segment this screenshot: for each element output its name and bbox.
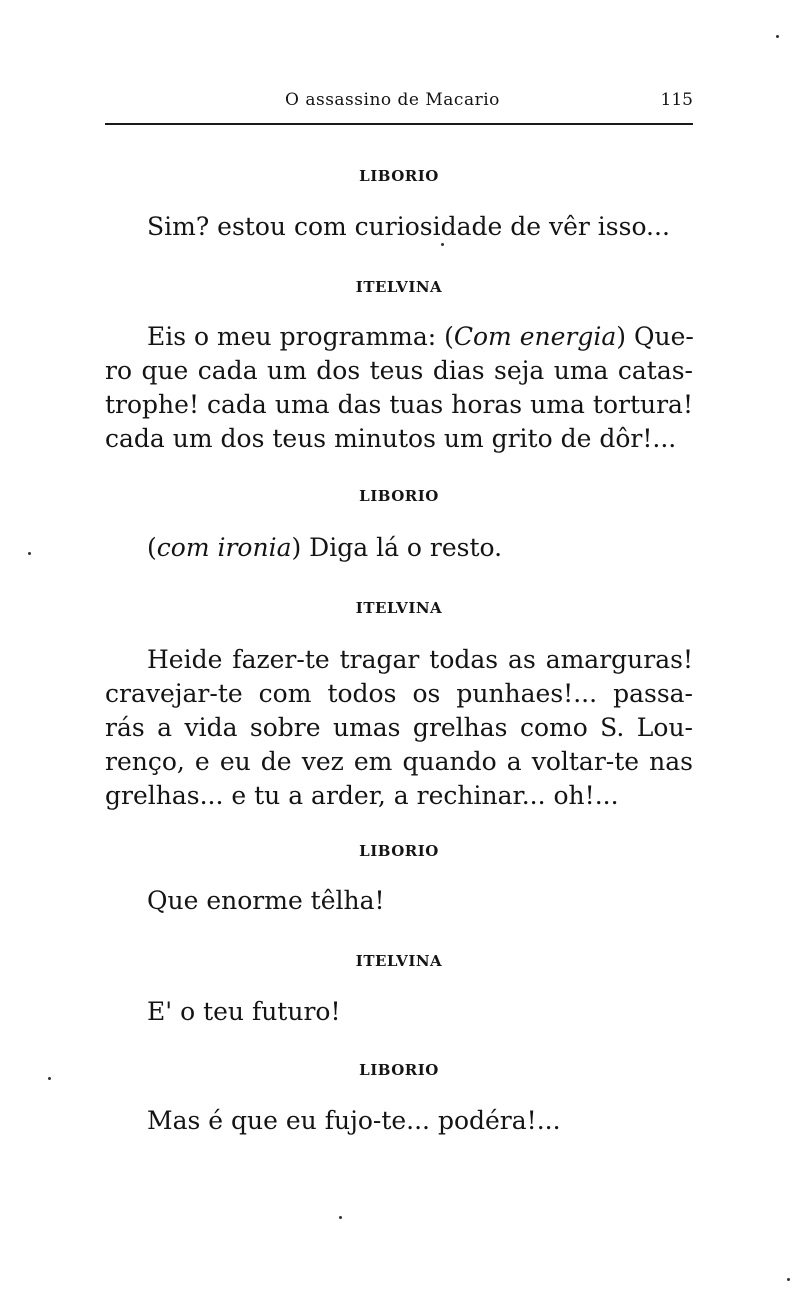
speech-paragraph bbox=[105, 643, 693, 813]
speech-line: grelhas... e tu a arder, a rechinar... oh!... bbox=[105, 781, 619, 810]
scan-speck bbox=[339, 1216, 342, 1219]
speech-line: ro que cada um dos teus dias seja uma catas- bbox=[105, 356, 693, 385]
scan-speck bbox=[441, 243, 444, 246]
speaker-name: ITELVINA bbox=[355, 952, 443, 970]
speech-line: Heide fazer-te tragar todas as amarguras! bbox=[147, 645, 693, 674]
speech-paragraph bbox=[105, 320, 693, 456]
speech-line: trophe! cada uma das tuas horas uma tortura! bbox=[105, 390, 693, 419]
running-title: O assassino de Macario bbox=[285, 90, 500, 110]
speech-line: Que enorme têlha! bbox=[147, 886, 385, 915]
speaker-name: LIBORIO bbox=[359, 1061, 439, 1079]
speech-line: Eis o meu programma: (Com energia) Que- bbox=[147, 322, 694, 351]
speech-line: cada um dos teus minutos um grito de dôr!... bbox=[105, 424, 677, 453]
speaker-name: LIBORIO bbox=[359, 167, 439, 185]
speech-line: (com ironia) Diga lá o resto. bbox=[147, 533, 503, 562]
header-rule bbox=[105, 123, 693, 125]
speaker-name: ITELVINA bbox=[355, 599, 443, 617]
stage-direction: com ironia bbox=[156, 533, 292, 562]
stage-direction: Com energia bbox=[453, 322, 617, 351]
speaker-name: LIBORIO bbox=[359, 487, 439, 505]
speaker-name: ITELVINA bbox=[355, 278, 443, 296]
speech-line: Mas é que eu fujo-te... podéra!... bbox=[147, 1106, 561, 1135]
speech-line: renço, e eu de vez em quando a voltar-te nas bbox=[105, 747, 693, 776]
page-number: 115 bbox=[660, 90, 693, 110]
scan-speck bbox=[776, 35, 779, 38]
speech-line: Sim? estou com curiosidade de vêr isso... bbox=[147, 212, 670, 241]
speech-line: cravejar-te com todos os punhaes!... passa- bbox=[105, 679, 693, 708]
speech-line: E' o teu futuro! bbox=[147, 997, 341, 1026]
speech-line: rás a vida sobre umas grelhas como S. Lou- bbox=[105, 713, 693, 742]
scan-speck bbox=[787, 1278, 790, 1281]
scan-speck bbox=[28, 552, 31, 555]
page-header bbox=[105, 90, 693, 116]
scan-speck bbox=[48, 1077, 51, 1080]
speaker-name: LIBORIO bbox=[359, 842, 439, 860]
